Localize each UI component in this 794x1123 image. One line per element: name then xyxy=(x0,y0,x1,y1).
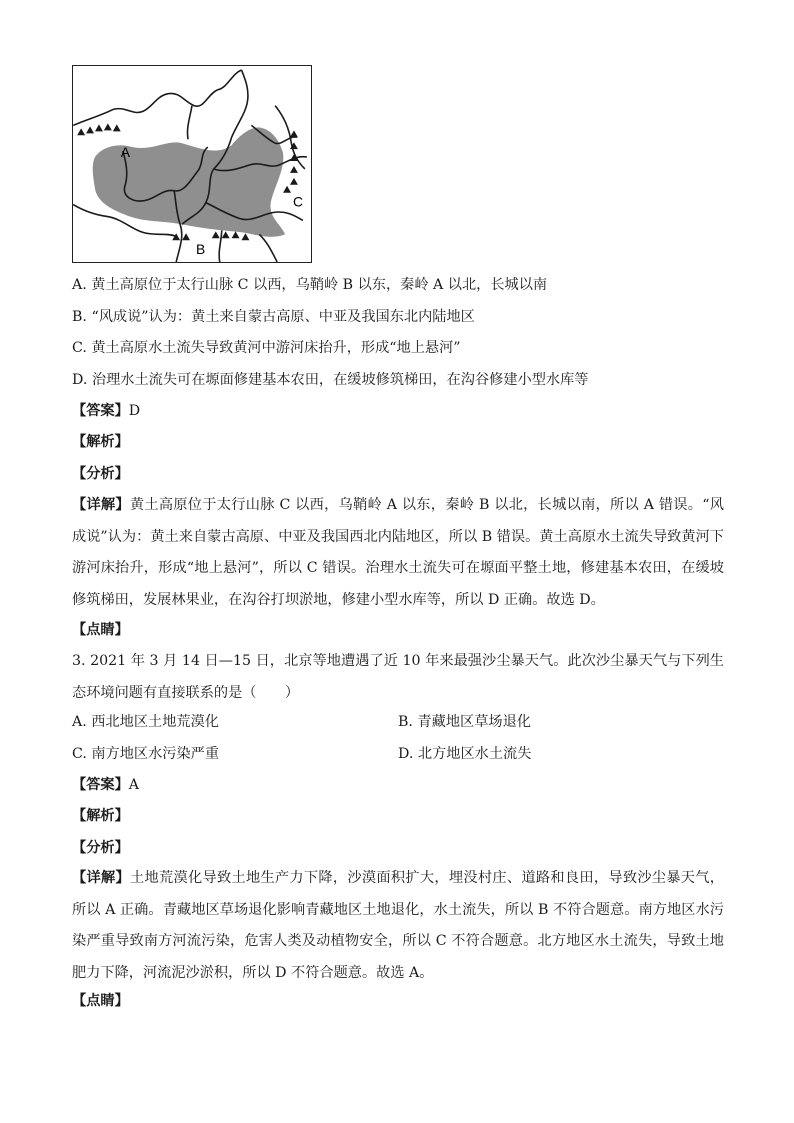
q3-answer xyxy=(72,775,139,795)
map-label-b: B xyxy=(195,241,206,258)
q2-option-d: D. 治理水土流失可在塬面修建基本农田，在缓坡修筑梯田，在沟谷修建小型水库等 xyxy=(72,372,589,388)
q2-answer xyxy=(72,401,140,421)
q3-option-c: C. 南方地区水污染严重 xyxy=(72,746,220,762)
q2-option-a: A. 黄土高原位于太行山脉 C 以西，乌鞘岭 B 以东，秦岭 A 以北，长城以南 xyxy=(72,277,548,293)
mountain-symbols-bottom xyxy=(172,231,249,240)
mountain-symbols-left xyxy=(77,123,121,135)
boundary-line xyxy=(188,106,192,140)
q3-option-b: B. 青藏地区草场退化 xyxy=(398,714,531,730)
q2-option-b: B. “风成说”认为：黄土来自蒙古高原、中亚及我国东北内陆地区 xyxy=(72,309,475,325)
q2-option-c: C. 黄土高原水土流失导致黄河中游河床抬升，形成“地上悬河” xyxy=(72,340,461,356)
boundary-line xyxy=(219,230,222,262)
q3-stem: 3. 2021 年 3 月 14 日—15 日，北京等地遭遇了近 10 年来最强沙尘暴天气。此次沙尘暴天气与下列生态环境问题有直接联系的是（ ） xyxy=(72,653,724,701)
boundary-line xyxy=(73,70,241,125)
q2-fenxi-label: 【分析】 xyxy=(72,466,129,482)
q2-detail xyxy=(72,490,724,616)
detail-label: 【详解】 xyxy=(72,870,130,886)
q2-analysis-label: 【解析】 xyxy=(72,434,129,450)
q3-detail xyxy=(72,863,724,989)
map-label-c: C xyxy=(292,193,303,210)
map-label-a: A xyxy=(120,144,130,161)
detail-label: 【详解】 xyxy=(72,497,130,513)
q3-dianjing-label: 【点睛】 xyxy=(72,993,129,1009)
q3-fenxi-label: 【分析】 xyxy=(72,840,129,856)
answer-label: 【答案】 xyxy=(72,777,129,793)
loess-plateau-map xyxy=(72,65,312,263)
q3-option-a: A. 西北地区土地荒漠化 xyxy=(72,714,219,730)
answer-value: A xyxy=(128,777,140,793)
map-drawing xyxy=(73,66,311,262)
boundary-line xyxy=(259,234,277,262)
detail-text: 土地荒漠化导致土地生产力下降，沙漠面积扩大，埋没村庄、道路和良田，导致沙尘暴天气，所以 A 正确。青藏地区草场退化影响青藏地区土地退化，水土流失，所以 B 不符合题意。南方地区水污染严重导致南方河流污染，危害人类及动植物安全，所以 C 不符合题意。北方地区水土流失，导致土地肥力下降，河流泥沙淤积，所以 D 不符合题意。故选 A。 xyxy=(72,870,724,981)
q3-option-d: D. 北方地区水土流失 xyxy=(398,746,532,762)
detail-text: 黄土高原位于太行山脉 C 以西，乌鞘岭 A 以东，秦岭 B 以北，长城以南，所以 A 错误。“风成说”认为：黄土来自蒙古高原、中亚及我国西北内陆地区，所以 B 错误。黄土高原水土流失导致黄河下游河床抬升，形成“地上悬河”，所以 C 错误。治理水土流失可在塬面平整土地，修建基本农田，在缓坡修筑梯田，发展林果业，在沟谷打坝淤地，修建小型水库等，所以 D 正确。故选 D。 xyxy=(72,497,724,608)
q2-dianjing-label: 【点睛】 xyxy=(72,622,129,638)
answer-label: 【答案】 xyxy=(72,403,129,419)
answer-value: D xyxy=(128,403,141,419)
q3-analysis-label: 【解析】 xyxy=(72,808,129,824)
